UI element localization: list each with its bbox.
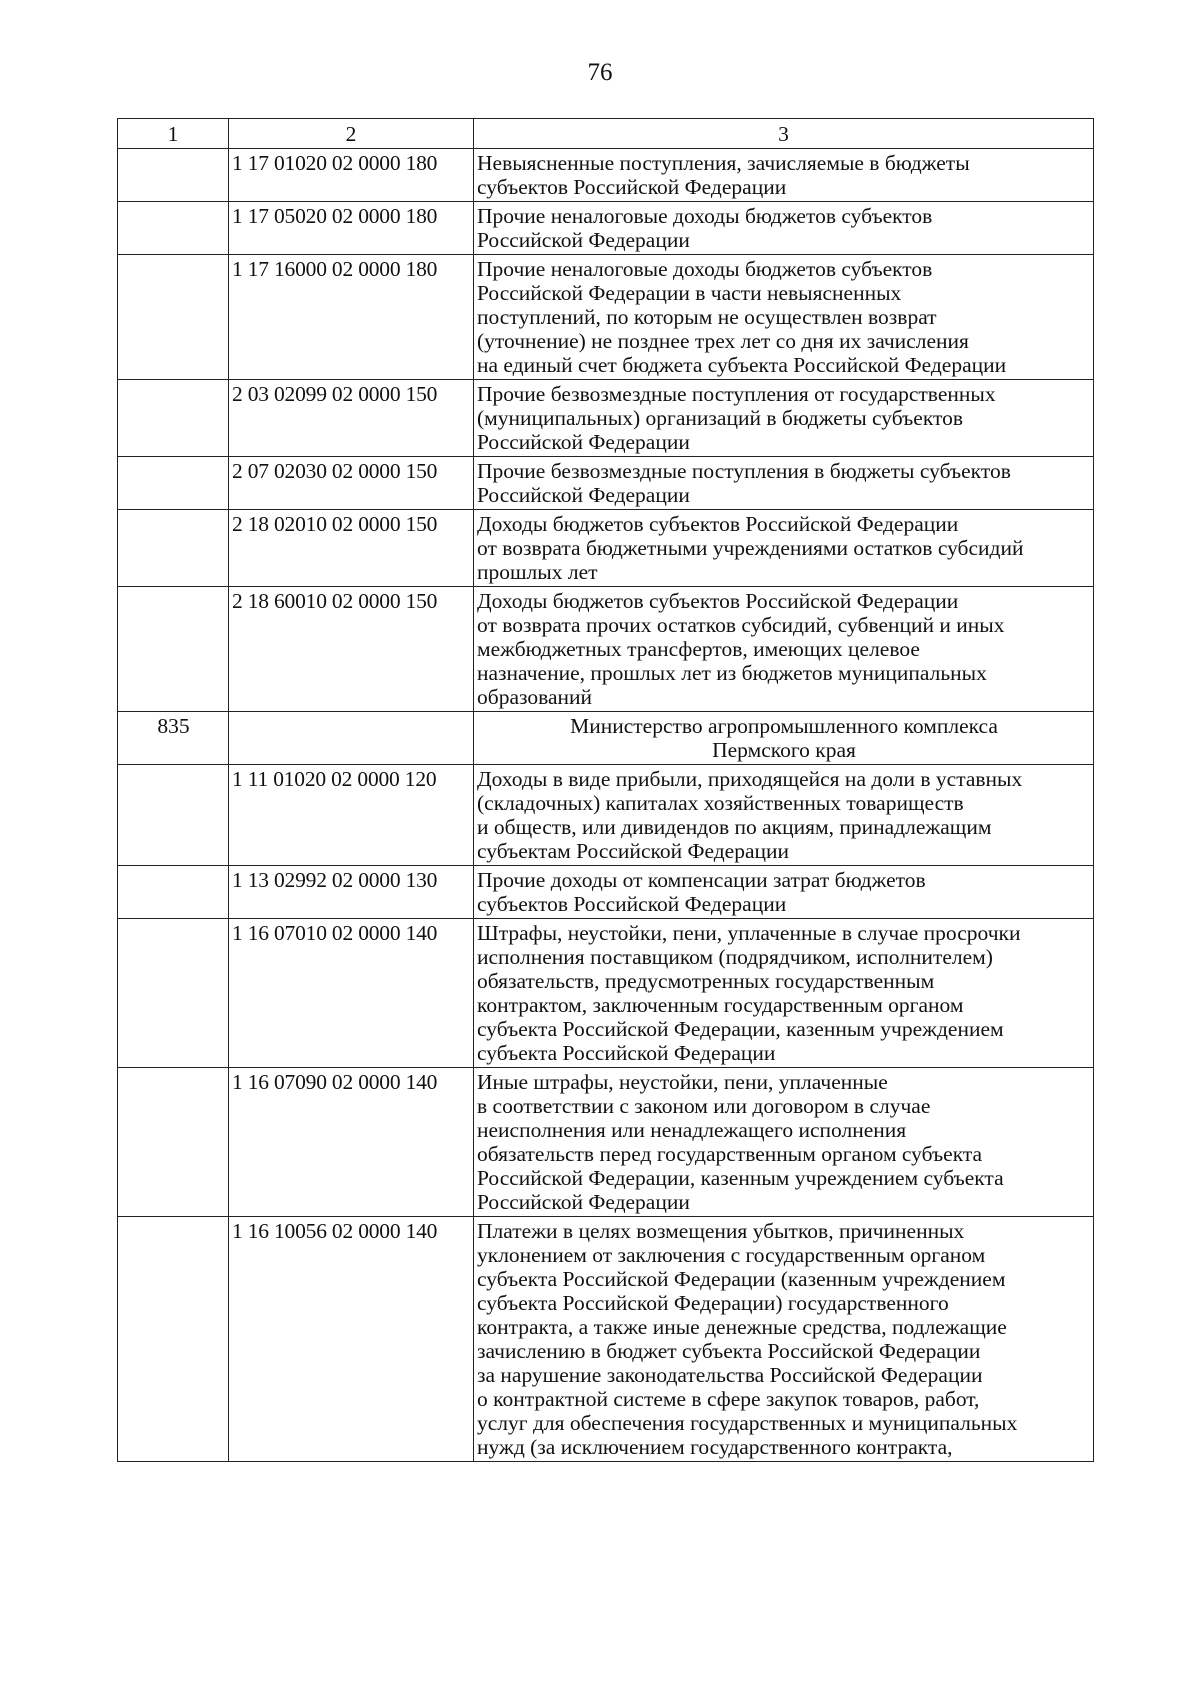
budget-code-cell: 2 18 60010 02 0000 150 xyxy=(229,587,474,712)
description-cell xyxy=(474,1217,1094,1462)
description-line: за нарушение законодательства Российской Федерации xyxy=(477,1363,983,1387)
budget-code-cell: 1 16 10056 02 0000 140 xyxy=(229,1217,474,1462)
description-line: (уточнение) не позднее трех лет со дня их зачисления xyxy=(477,329,969,353)
header-col-1: 1 xyxy=(118,119,229,149)
budget-code-cell: 1 17 16000 02 0000 180 xyxy=(229,255,474,380)
admin-code-cell xyxy=(118,380,229,457)
description-line: уклонением от заключения с государственным органом xyxy=(477,1243,986,1267)
description-line: исполнения поставщиком (подрядчиком, исполнителем) xyxy=(477,945,993,969)
description-line: о контрактной системе в сфере закупок товаров, работ, xyxy=(477,1387,980,1411)
description-line: Российской Федерации xyxy=(477,228,690,252)
description-line: Российской Федерации в части невыясненных xyxy=(477,281,902,305)
description-cell xyxy=(474,1068,1094,1217)
table-row xyxy=(118,1068,1094,1217)
table-row xyxy=(118,457,1094,510)
description-line: Доходы бюджетов субъектов Российской Федерации xyxy=(477,589,959,613)
budget-code-cell: 1 16 07010 02 0000 140 xyxy=(229,919,474,1068)
table-row xyxy=(118,1217,1094,1462)
description-line: на единый счет бюджета субъекта Российской Федерации xyxy=(477,353,1007,377)
description-cell xyxy=(474,149,1094,202)
description-line: зачислению в бюджет субъекта Российской Федерации xyxy=(477,1339,981,1363)
budget-code-cell: 2 07 02030 02 0000 150 xyxy=(229,457,474,510)
description-cell xyxy=(474,765,1094,866)
admin-code-cell xyxy=(118,866,229,919)
description-cell xyxy=(474,866,1094,919)
table-row xyxy=(118,866,1094,919)
description-line: Невыясненные поступления, зачисляемые в бюджеты xyxy=(477,151,970,175)
description-line: субъекта Российской Федерации) государственного xyxy=(477,1291,949,1315)
description-line: Доходы бюджетов субъектов Российской Федерации xyxy=(477,512,959,536)
budget-code-cell: 2 03 02099 02 0000 150 xyxy=(229,380,474,457)
admin-code-cell xyxy=(118,1217,229,1462)
header-col-2: 2 xyxy=(229,119,474,149)
description-line: прошлых лет xyxy=(477,560,598,584)
table-row xyxy=(118,149,1094,202)
description-line: от возврата прочих остатков субсидий, субвенций и иных xyxy=(477,613,1005,637)
description-cell xyxy=(474,457,1094,510)
budget-code-cell xyxy=(229,712,474,765)
description-line: и обществ, или дивидендов по акциям, принадлежащим xyxy=(477,815,992,839)
description-cell xyxy=(474,712,1094,765)
description-line: Пермского края xyxy=(712,738,856,762)
admin-code-cell xyxy=(118,765,229,866)
description-cell xyxy=(474,380,1094,457)
description-line: неисполнения или ненадлежащего исполнения xyxy=(477,1118,907,1142)
admin-code-cell xyxy=(118,255,229,380)
description-line: Штрафы, неустойки, пени, уплаченные в случае просрочки xyxy=(477,921,1021,945)
revenue-codes-table xyxy=(117,118,1094,1462)
description-line: субъекта Российской Федерации (казенным учреждением xyxy=(477,1267,1006,1291)
admin-code-cell: 835 xyxy=(118,712,229,765)
table-row xyxy=(118,380,1094,457)
description-line: субъекта Российской Федерации xyxy=(477,1041,776,1065)
description-cell xyxy=(474,587,1094,712)
description-cell xyxy=(474,919,1094,1068)
description-line: субъекта Российской Федерации, казенным учреждением xyxy=(477,1017,1004,1041)
table-row xyxy=(118,712,1094,765)
table-row xyxy=(118,202,1094,255)
admin-code-cell xyxy=(118,457,229,510)
description-line: Прочие неналоговые доходы бюджетов субъектов xyxy=(477,257,933,281)
table-row xyxy=(118,510,1094,587)
description-line: Российской Федерации xyxy=(477,1190,690,1214)
header-col-3: 3 xyxy=(474,119,1094,149)
description-line: обязательств, предусмотренных государственным xyxy=(477,969,935,993)
description-line: назначение, прошлых лет из бюджетов муниципальных xyxy=(477,661,987,685)
description-line: образований xyxy=(477,685,593,709)
budget-code-cell: 1 17 01020 02 0000 180 xyxy=(229,149,474,202)
description-cell xyxy=(474,510,1094,587)
budget-code-cell: 1 11 01020 02 0000 120 xyxy=(229,765,474,866)
description-line: Российской Федерации xyxy=(477,430,690,454)
description-line: Доходы в виде прибыли, приходящейся на доли в уставных xyxy=(477,767,1023,791)
description-line: межбюджетных трансфертов, имеющих целевое xyxy=(477,637,920,661)
table-row xyxy=(118,765,1094,866)
budget-code-cell: 1 16 07090 02 0000 140 xyxy=(229,1068,474,1217)
description-line: Российской Федерации xyxy=(477,483,690,507)
admin-code-cell xyxy=(118,149,229,202)
description-line: Российской Федерации, казенным учреждением субъекта xyxy=(477,1166,1004,1190)
description-line: Прочие безвозмездные поступления от государственных xyxy=(477,382,996,406)
description-line: контрактом, заключенным государственным органом xyxy=(477,993,964,1017)
description-line: от возврата бюджетными учреждениями остатков субсидий xyxy=(477,536,1024,560)
description-line: субъектов Российской Федерации xyxy=(477,175,787,199)
admin-code-cell xyxy=(118,202,229,255)
admin-code-cell xyxy=(118,587,229,712)
description-line: Прочие неналоговые доходы бюджетов субъектов xyxy=(477,204,933,228)
description-line: нужд (за исключением государственного контракта, xyxy=(477,1435,953,1459)
description-line: субъектов Российской Федерации xyxy=(477,892,787,916)
description-line: субъектам Российской Федерации xyxy=(477,839,790,863)
description-line: (муниципальных) организаций в бюджеты субъектов xyxy=(477,406,964,430)
description-line: обязательств перед государственным органом субъекта xyxy=(477,1142,983,1166)
table-row xyxy=(118,919,1094,1068)
description-line: Иные штрафы, неустойки, пени, уплаченные xyxy=(477,1070,888,1094)
description-line: в соответствии с законом или договором в случае xyxy=(477,1094,931,1118)
table-header-row xyxy=(118,119,1094,149)
description-line: услуг для обеспечения государственных и муниципальных xyxy=(477,1411,1018,1435)
description-line: контракта, а также иные денежные средства, подлежащие xyxy=(477,1315,1007,1339)
table-row xyxy=(118,587,1094,712)
description-cell xyxy=(474,255,1094,380)
description-line: поступлений, по которым не осуществлен возврат xyxy=(477,305,937,329)
description-line: Министерство агропромышленного комплекса xyxy=(570,714,998,738)
admin-code-cell xyxy=(118,919,229,1068)
table-row xyxy=(118,255,1094,380)
description-line: Прочие безвозмездные поступления в бюджеты субъектов xyxy=(477,459,1011,483)
budget-code-cell: 2 18 02010 02 0000 150 xyxy=(229,510,474,587)
description-line: Платежи в целях возмещения убытков, причиненных xyxy=(477,1219,965,1243)
admin-code-cell xyxy=(118,510,229,587)
budget-code-cell: 1 13 02992 02 0000 130 xyxy=(229,866,474,919)
description-line: (складочных) капиталах хозяйственных товариществ xyxy=(477,791,964,815)
description-cell xyxy=(474,202,1094,255)
admin-code-cell xyxy=(118,1068,229,1217)
page-number: 76 xyxy=(587,59,613,86)
budget-code-cell: 1 17 05020 02 0000 180 xyxy=(229,202,474,255)
description-line: Прочие доходы от компенсации затрат бюджетов xyxy=(477,868,926,892)
